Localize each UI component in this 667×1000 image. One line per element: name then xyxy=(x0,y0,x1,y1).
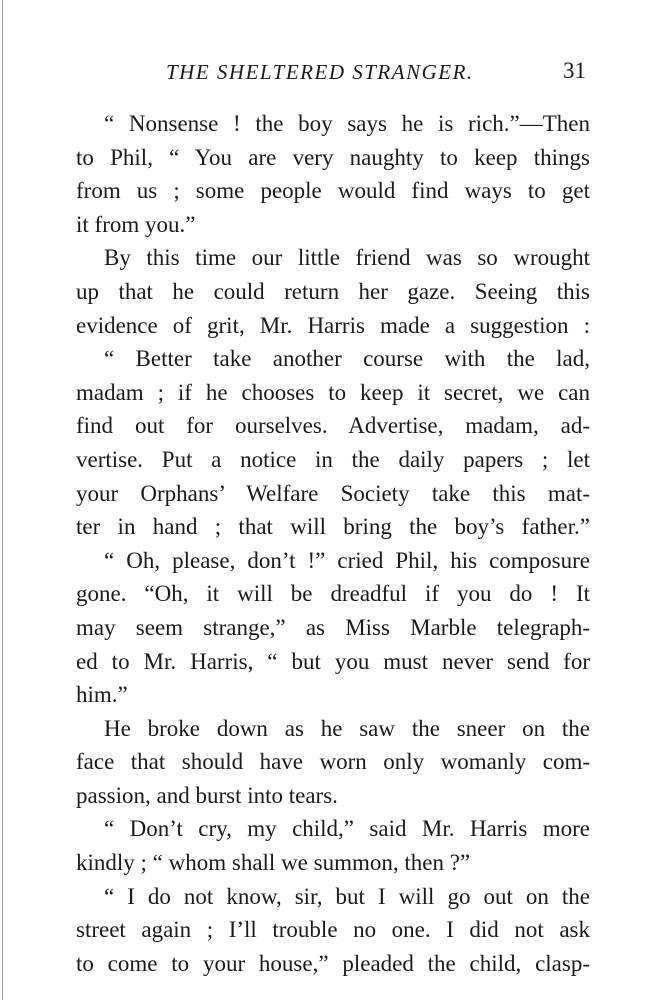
text-line: “ Better take another course with the lad, xyxy=(104,346,590,372)
text-line: it from you.” xyxy=(76,211,196,237)
text-line: from us ; some people would find ways to get xyxy=(76,178,590,204)
text-line: vertise. Put a notice in the daily papers ; let xyxy=(76,446,590,472)
text-line: to come to your house,” pleaded the child, clasp- xyxy=(76,950,590,976)
text-line: him.” xyxy=(76,682,128,708)
text-line: “ Nonsense ! the boy says he is rich.”—Then xyxy=(104,111,590,136)
text-line: your Orphans’ Welfare Society take this mat- xyxy=(76,480,590,506)
text-line: gone. “Oh, it will be dreadful if you do ! It xyxy=(76,581,590,607)
text-line: “ Don’t cry, my child,” said Mr. Harris more xyxy=(104,816,590,842)
text-line: face that should have worn only womanly com- xyxy=(76,749,590,775)
text-line: up that he could return her gaze. Seeing this xyxy=(76,278,590,304)
text-line: evidence of grit, Mr. Harris made a suggestion : xyxy=(76,312,590,338)
text-line: passion, and burst into tears. xyxy=(76,782,338,808)
text-line: may seem strange,” as Miss Marble telegraph- xyxy=(76,614,590,640)
text-line: He broke down as he saw the sneer on the xyxy=(104,715,590,741)
text-line: street again ; I’ll trouble no one. I did not ask xyxy=(76,917,590,943)
text-line: madam ; if he chooses to keep it secret, we can xyxy=(76,379,590,405)
page-edge-line xyxy=(2,0,3,1000)
text-line: “ Oh, please, don’t !” cried Phil, his composure xyxy=(104,547,590,573)
body-text xyxy=(76,107,590,980)
text-line: ed to Mr. Harris, “ but you must never send for xyxy=(76,648,590,674)
text-line: to Phil, “ You are very naughty to keep things xyxy=(76,144,590,170)
page-header xyxy=(76,56,590,88)
text-line: By this time our little friend was so wrought xyxy=(104,245,590,271)
running-title: THE SHELTERED STRANGER. xyxy=(166,60,474,84)
text-line: ter in hand ; that will bring the boy’s father.” xyxy=(76,514,590,540)
text-line: find out for ourselves. Advertise, madam, ad- xyxy=(76,413,590,439)
page-number: 31 xyxy=(563,58,586,83)
text-line: kindly ; “ whom shall we summon, then ?” xyxy=(76,850,471,876)
text-line: “ I do not know, sir, but I will go out on the xyxy=(104,883,590,909)
